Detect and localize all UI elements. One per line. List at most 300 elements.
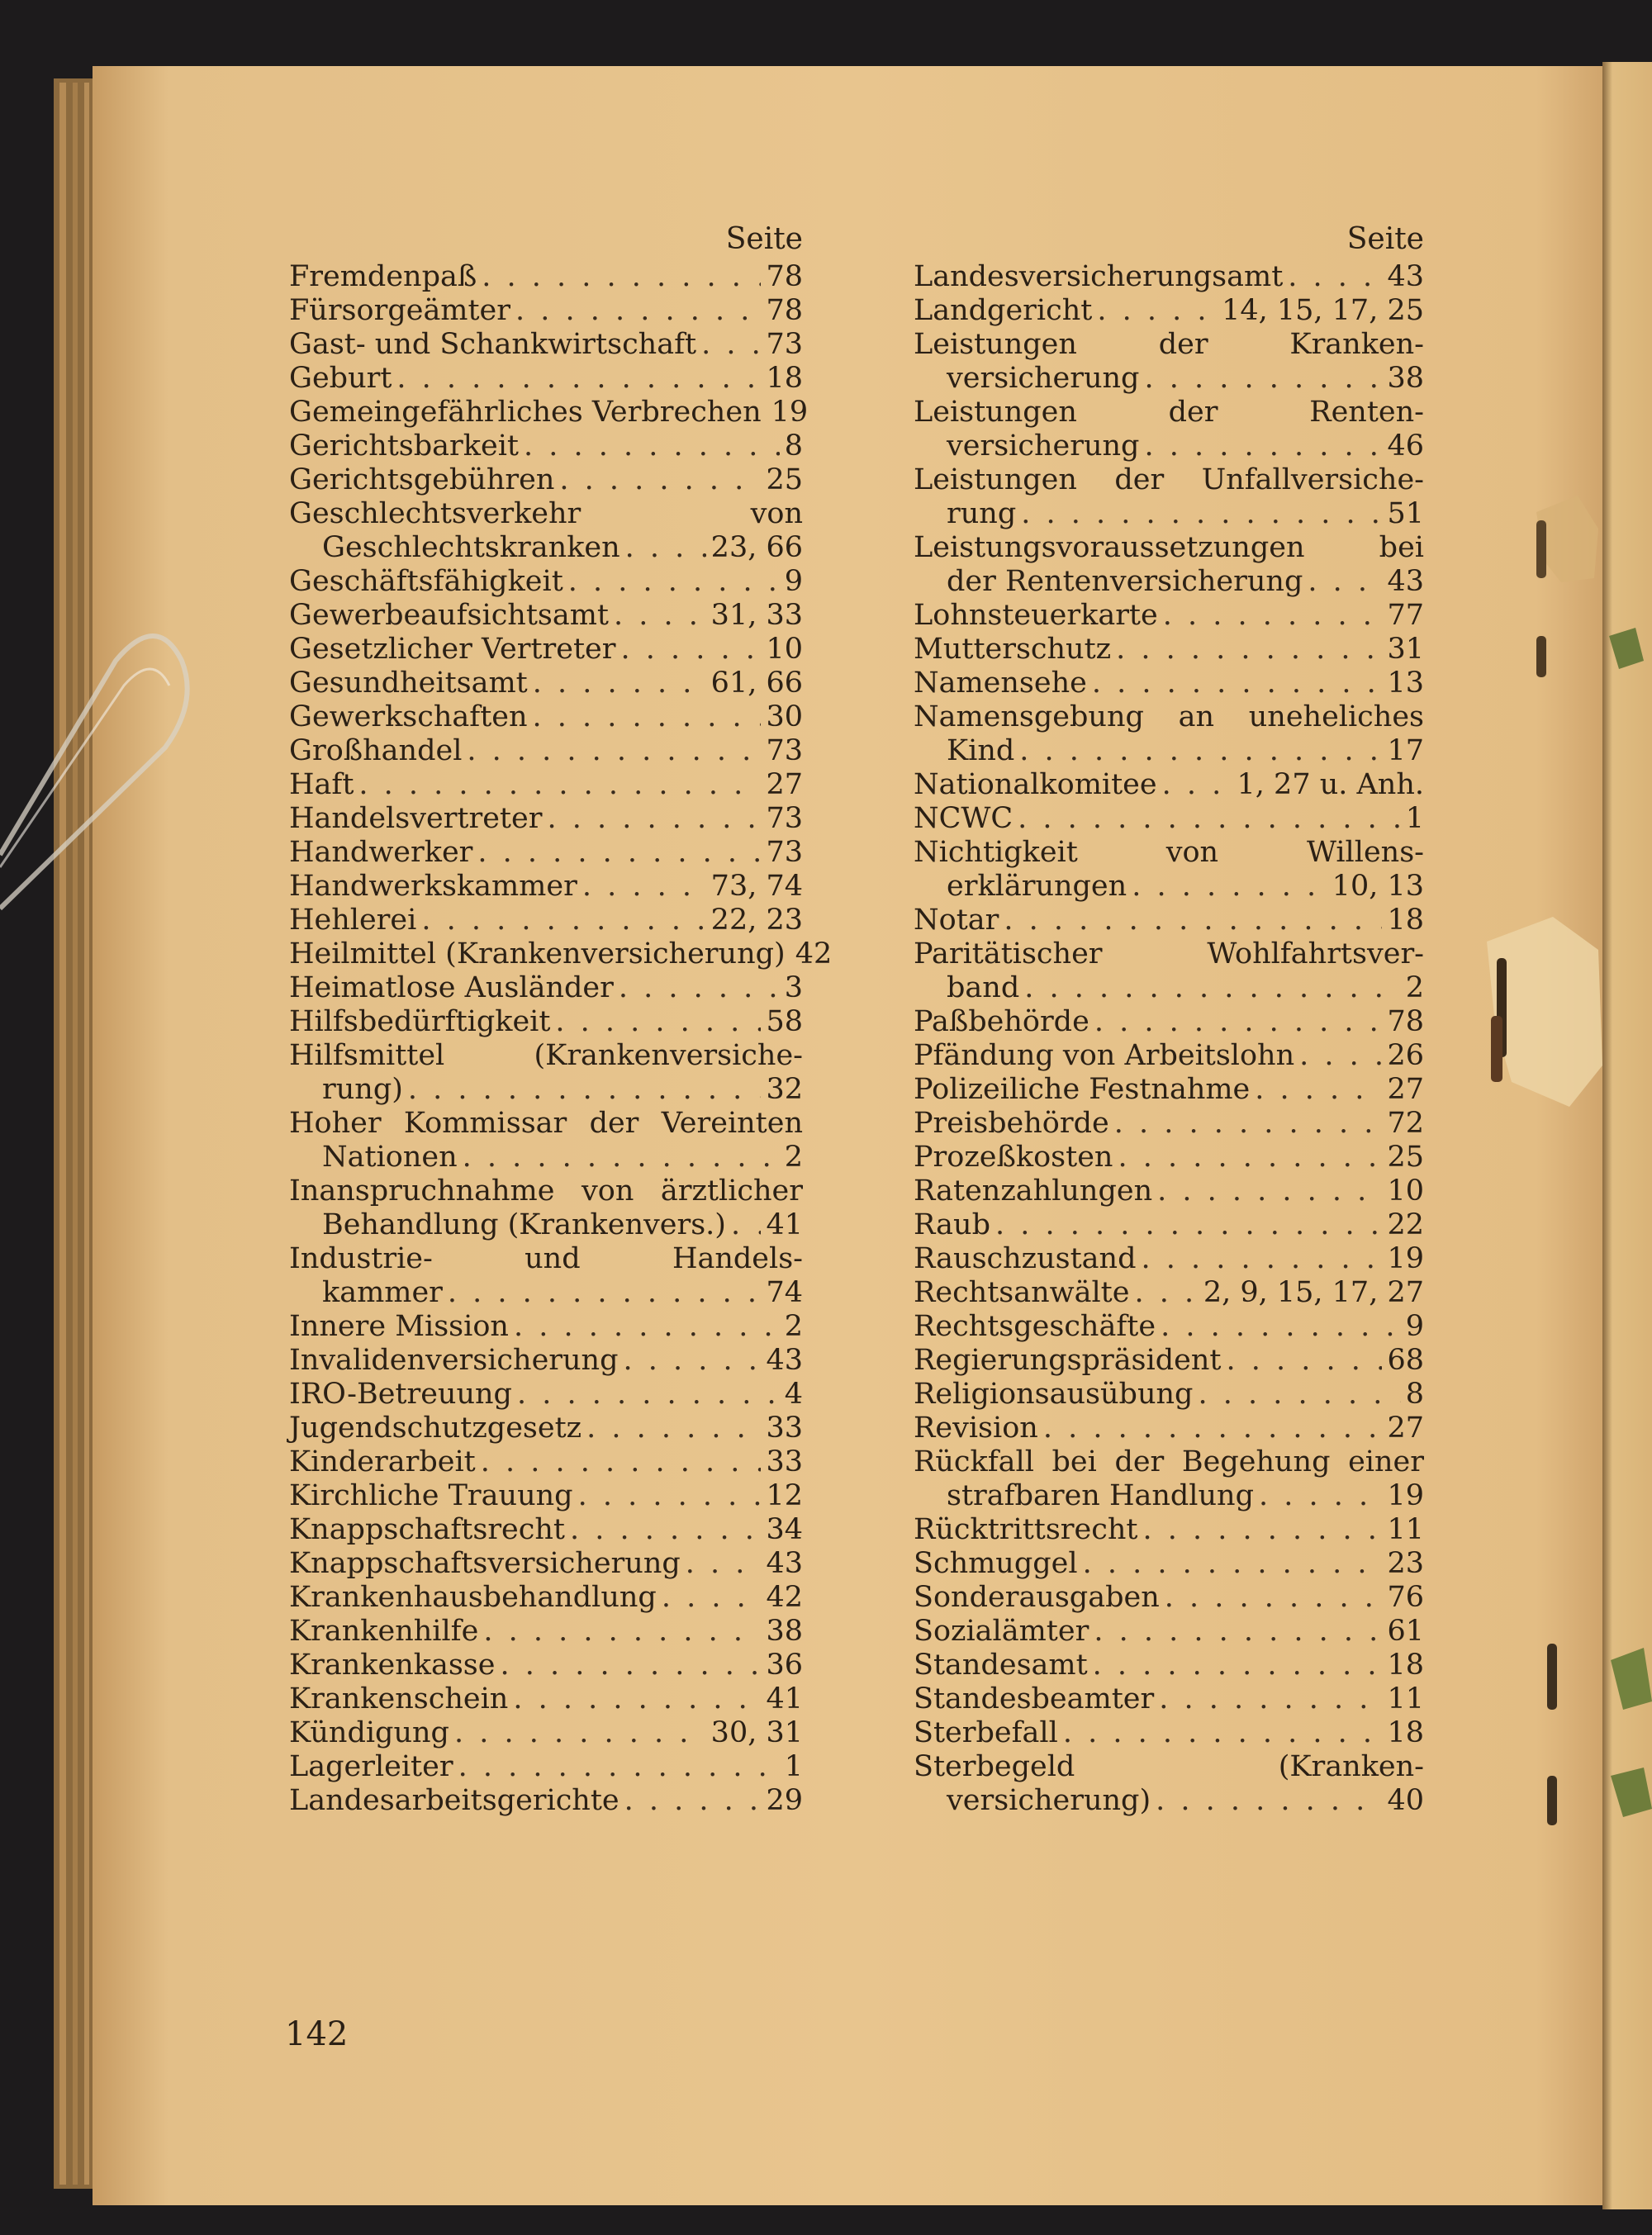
index-term: Paritätischer Wohlfahrtsver- — [914, 937, 1424, 970]
index-entry — [289, 1581, 803, 1615]
index-term: Sterbefall — [914, 1716, 1058, 1749]
index-entry — [914, 260, 1424, 294]
index-term-continuation: der Rentenversicherung — [947, 565, 1303, 598]
index-term: Gesetzlicher Vertreter — [289, 633, 616, 666]
dot-leader — [1308, 565, 1382, 599]
index-entry — [289, 1344, 803, 1378]
index-entry — [914, 1716, 1424, 1750]
index-term: Polizeiliche Festnahme — [914, 1073, 1251, 1106]
index-term: Knappschaftsrecht — [289, 1513, 565, 1546]
index-entry — [289, 1479, 803, 1513]
index-term: Handwerker — [289, 836, 473, 869]
index-term: Handwerkskammer — [289, 870, 577, 903]
page-reference: 2, 9, 15, 17, 27 — [1203, 1276, 1424, 1309]
dot-leader — [701, 328, 761, 362]
page-reference: 19 — [771, 396, 809, 429]
index-term: Leistungen der Kranken- — [914, 328, 1424, 361]
index-entry — [289, 1547, 803, 1581]
dot-leader — [467, 734, 761, 768]
index-term: Mutterschutz — [914, 633, 1112, 666]
page-reference: 76 — [1387, 1581, 1424, 1614]
page-reference: 19 — [1387, 1242, 1424, 1275]
page-reference: 4 — [784, 1378, 803, 1411]
index-entry — [914, 768, 1424, 802]
page-reference: 34 — [766, 1513, 803, 1546]
page-reference: 58 — [766, 1005, 803, 1038]
dot-leader — [458, 1750, 780, 1784]
index-entry — [289, 1242, 803, 1310]
dot-leader — [1116, 633, 1382, 667]
index-entry — [289, 1784, 803, 1818]
column-header-seite: Seite — [725, 222, 803, 256]
page-reference: 10 — [1387, 1174, 1424, 1208]
page-reference: 41 — [766, 1208, 803, 1241]
index-term-continuation: rung) — [322, 1073, 403, 1106]
index-term: Sozialämter — [914, 1615, 1089, 1648]
index-entry — [914, 599, 1424, 633]
dot-leader — [624, 1344, 762, 1378]
index-entry — [914, 294, 1424, 328]
dot-leader — [517, 1378, 780, 1412]
page-reference: 2 — [784, 1141, 803, 1174]
index-term: NCWC — [914, 802, 1014, 835]
index-entry — [289, 362, 803, 396]
page-reference: 42 — [795, 937, 833, 970]
index-term: Rauschzustand — [914, 1242, 1137, 1275]
page-reference: 19 — [1387, 1479, 1424, 1512]
page-reference: 42 — [766, 1581, 803, 1614]
dot-leader — [1163, 599, 1383, 633]
index-entry — [289, 497, 803, 565]
index-term: Leistungsvoraussetzungen bei — [914, 531, 1424, 564]
dot-leader — [396, 362, 761, 396]
index-entry — [914, 1039, 1424, 1073]
index-term: Gewerkschaften — [289, 700, 528, 733]
page-reference: 41 — [766, 1682, 803, 1715]
dot-leader — [408, 1073, 762, 1107]
index-term: Landesarbeitsgerichte — [289, 1784, 620, 1817]
index-entry — [914, 1513, 1424, 1547]
page-reference: 18 — [1387, 1649, 1424, 1682]
page-reference: 8 — [1405, 1378, 1424, 1411]
page-reference: 1, 27 u. Anh. — [1237, 768, 1424, 801]
index-entry — [914, 1649, 1424, 1682]
index-entry — [289, 1005, 803, 1039]
index-term-continuation: strafbaren Handlung — [947, 1479, 1254, 1512]
index-term: Krankenkasse — [289, 1649, 496, 1682]
dot-leader — [1093, 1649, 1383, 1682]
page-reference: 27 — [1387, 1073, 1424, 1106]
index-term: Hilfsbedürftigkeit — [289, 1005, 551, 1038]
page-reference: 33 — [766, 1445, 803, 1478]
index-term: Hilfsmittel (Krankenversiche- — [289, 1039, 803, 1072]
dot-leader — [524, 429, 780, 463]
page-reference: 25 — [766, 463, 803, 496]
index-term: Gesundheitsamt — [289, 667, 528, 700]
dot-leader — [578, 1479, 762, 1513]
index-entry — [289, 667, 803, 700]
index-term-continuation: kammer — [322, 1276, 443, 1309]
index-term: Krankenhilfe — [289, 1615, 479, 1648]
index-term: Ratenzahlungen — [914, 1174, 1153, 1208]
page-reference: 38 — [1387, 362, 1424, 395]
page-reference: 30, 31 — [710, 1716, 803, 1749]
page-reference: 11 — [1387, 1513, 1424, 1546]
index-entry — [289, 734, 803, 768]
index-entry — [289, 1750, 803, 1784]
dot-leader — [1198, 1378, 1400, 1412]
page-reference: 12 — [766, 1479, 803, 1512]
index-term: Landgericht — [914, 294, 1093, 327]
index-entry — [289, 937, 833, 971]
index-entry — [914, 1310, 1424, 1344]
index-term: Kündigung — [289, 1716, 449, 1749]
dot-leader — [620, 633, 761, 667]
index-term: Sterbegeld (Kranken- — [914, 1750, 1424, 1783]
page-reference: 78 — [766, 294, 803, 327]
dot-leader — [1162, 768, 1232, 802]
index-entry — [289, 971, 803, 1005]
index-entry — [914, 667, 1424, 700]
dot-leader — [1097, 294, 1217, 328]
index-term: Gerichtsgebühren — [289, 463, 555, 496]
index-term: Krankenschein — [289, 1682, 509, 1715]
index-entry — [914, 396, 1424, 463]
index-entry — [914, 1682, 1424, 1716]
index-term: Hehlerei — [289, 904, 417, 937]
index-entry — [914, 1412, 1424, 1445]
dot-leader — [1094, 1615, 1382, 1649]
index-entry — [914, 700, 1424, 768]
index-entry — [914, 904, 1424, 937]
index-entry — [914, 1073, 1424, 1107]
dot-leader — [731, 1208, 761, 1242]
index-term: Pfändung von Arbeitslohn — [914, 1039, 1295, 1072]
index-entry — [914, 633, 1424, 667]
dot-leader — [568, 565, 780, 599]
page-reference: 43 — [766, 1547, 803, 1580]
index-term: Großhandel — [289, 734, 463, 767]
dot-leader — [614, 599, 706, 633]
page-reference: 73 — [766, 328, 803, 361]
page-reference: 78 — [766, 260, 803, 293]
index-term-continuation: rung — [947, 497, 1017, 530]
dot-leader — [619, 971, 780, 1005]
page-reference: 27 — [1387, 1412, 1424, 1445]
index-entry — [289, 463, 803, 497]
page-reference: 10 — [766, 633, 803, 666]
dot-leader — [533, 667, 706, 700]
index-term-continuation: band — [947, 971, 1020, 1004]
page-reference: 30 — [766, 700, 803, 733]
dot-leader — [463, 1141, 780, 1174]
index-column-right — [914, 219, 1424, 1818]
index-term: Rücktrittsrecht — [914, 1513, 1138, 1546]
page-reference: 14, 15, 17, 25 — [1222, 294, 1424, 327]
page-reference: 78 — [1387, 1005, 1424, 1038]
index-entry — [289, 1310, 803, 1344]
index-term: Namensgebung an uneheliches — [914, 700, 1424, 733]
page-reference: 43 — [1387, 260, 1424, 293]
index-entry — [289, 1649, 803, 1682]
dot-leader — [1259, 1479, 1382, 1513]
index-entry — [914, 1005, 1424, 1039]
index-entry — [289, 768, 803, 802]
dot-leader — [582, 870, 706, 904]
dot-leader — [1144, 362, 1382, 396]
index-term-continuation: Geschlechtskranken — [322, 531, 620, 564]
dot-leader — [1114, 1107, 1383, 1141]
index-entry — [289, 1039, 803, 1107]
index-entry — [289, 1445, 803, 1479]
column-header-seite: Seite — [1346, 222, 1424, 256]
index-term: Inanspruchnahme von ärztlicher — [289, 1174, 803, 1208]
dot-leader — [421, 904, 705, 937]
index-term: Leistungen der Renten- — [914, 396, 1424, 429]
dot-leader — [358, 768, 761, 802]
dot-leader — [1019, 734, 1382, 768]
index-term: Namensehe — [914, 667, 1087, 700]
index-term: Nationalkomitee — [914, 768, 1157, 801]
index-term: Gewerbeaufsichtsamt — [289, 599, 609, 632]
page-reference: 17 — [1387, 734, 1424, 767]
index-term: Industrie- und Handels- — [289, 1242, 803, 1275]
index-term-continuation: erklärungen — [947, 870, 1127, 903]
page-reference: 3 — [784, 971, 803, 1004]
dot-leader — [1157, 1174, 1382, 1208]
index-term: Krankenhausbehandlung — [289, 1581, 657, 1614]
index-entry — [914, 1242, 1424, 1276]
page-reference: 72 — [1387, 1107, 1424, 1140]
dot-leader — [1021, 497, 1382, 531]
index-entry — [914, 328, 1424, 396]
page-reference: 36 — [766, 1649, 803, 1682]
dot-leader — [448, 1276, 762, 1310]
page-reference: 40 — [1387, 1784, 1424, 1817]
index-entry — [914, 1141, 1424, 1174]
index-entry — [289, 599, 803, 633]
index-entry — [914, 531, 1424, 599]
dot-leader — [1004, 904, 1382, 937]
index-entry — [289, 1412, 803, 1445]
index-entry — [914, 1445, 1424, 1513]
page-reference: 1 — [1405, 802, 1424, 835]
dot-leader — [1018, 802, 1401, 836]
index-term-continuation: Nationen — [322, 1141, 458, 1174]
page-reference: 13 — [1387, 667, 1424, 700]
dot-leader — [500, 1649, 761, 1682]
index-term: Schmuggel — [914, 1547, 1078, 1580]
dot-leader — [1159, 1682, 1382, 1716]
dot-leader — [555, 1005, 761, 1039]
index-entry — [914, 1581, 1424, 1615]
page-reference: 61 — [1387, 1615, 1424, 1648]
dot-leader — [686, 1547, 762, 1581]
dot-leader — [514, 1310, 780, 1344]
index-entry — [289, 328, 803, 362]
page-reference: 22, 23 — [710, 904, 803, 937]
dot-leader — [1043, 1412, 1383, 1445]
page-reference: 43 — [1387, 565, 1424, 598]
dot-leader — [1226, 1344, 1382, 1378]
dot-leader — [483, 1615, 761, 1649]
index-term: Geschäftsfähigkeit — [289, 565, 563, 598]
dot-leader — [1024, 971, 1401, 1005]
dot-leader — [477, 836, 761, 870]
index-term: Prozeßkosten — [914, 1141, 1113, 1174]
page-reference: 27 — [766, 768, 803, 801]
page-reference: 9 — [1405, 1310, 1424, 1343]
index-entry — [289, 1174, 803, 1242]
index-entry — [289, 1682, 803, 1716]
page-reference: 23, 66 — [710, 531, 803, 564]
page-reference: 29 — [766, 1784, 803, 1817]
index-term: Leistungen der Unfallversiche- — [914, 463, 1424, 496]
page-reference: 11 — [1387, 1682, 1424, 1715]
page-reference: 2 — [784, 1310, 803, 1343]
index-term: Lohnsteuerkarte — [914, 599, 1158, 632]
page-reference: 10, 13 — [1332, 870, 1424, 903]
index-term: Sonderausgaben — [914, 1581, 1160, 1614]
index-term: Innere Mission — [289, 1310, 509, 1343]
index-entry — [914, 1547, 1424, 1581]
page-reference: 38 — [766, 1615, 803, 1648]
index-entry — [289, 1107, 803, 1174]
dot-leader — [559, 463, 761, 497]
index-entry — [914, 1750, 1424, 1818]
index-term: Geburt — [289, 362, 392, 395]
page-reference: 46 — [1387, 429, 1424, 463]
index-term-continuation: Behandlung (Krankenvers.) — [322, 1208, 726, 1241]
index-entry — [914, 937, 1424, 1005]
page-reference: 43 — [766, 1344, 803, 1377]
page-reference: 25 — [1387, 1141, 1424, 1174]
index-term: Geschlechtsverkehr von — [289, 497, 803, 530]
dot-leader — [1063, 1716, 1383, 1750]
page-reference: 2 — [1405, 971, 1424, 1004]
dot-leader — [662, 1581, 762, 1615]
page-reference: 8 — [784, 429, 803, 463]
page-reference: 18 — [1387, 1716, 1424, 1749]
index-entry — [914, 1615, 1424, 1649]
dot-leader — [1083, 1547, 1383, 1581]
index-entry — [289, 836, 803, 870]
page-reference: 18 — [1387, 904, 1424, 937]
dot-leader — [533, 700, 762, 734]
page-reference: 23 — [1387, 1547, 1424, 1580]
index-term: Notar — [914, 904, 999, 937]
dot-leader — [1094, 1005, 1383, 1039]
page-reference: 1 — [784, 1750, 803, 1783]
index-term: Heimatlose Ausländer — [289, 971, 614, 1004]
index-entry — [914, 1174, 1424, 1208]
dot-leader — [513, 1682, 761, 1716]
page-reference: 9 — [784, 565, 803, 598]
index-entry — [289, 1615, 803, 1649]
index-term-continuation: versicherung — [947, 362, 1140, 395]
dot-leader — [995, 1208, 1382, 1242]
index-term: Lagerleiter — [289, 1750, 453, 1783]
page-number: 142 — [285, 2015, 349, 2053]
index-entry — [289, 565, 803, 599]
dot-leader — [1255, 1073, 1382, 1107]
page-reference: 33 — [766, 1412, 803, 1445]
dot-leader — [454, 1716, 706, 1750]
index-term: Gerichtsbarkeit — [289, 429, 519, 463]
index-term: Religionsausübung — [914, 1378, 1194, 1411]
page-reference: 68 — [1387, 1344, 1424, 1377]
dot-leader — [1144, 429, 1382, 463]
index-term: Standesbeamter — [914, 1682, 1155, 1715]
index-term: Kirchliche Trauung — [289, 1479, 573, 1512]
page-reference: 51 — [1387, 497, 1424, 530]
page-reference: 26 — [1387, 1039, 1424, 1072]
page-reference: 77 — [1387, 599, 1424, 632]
index-entry — [289, 1378, 803, 1412]
index-term: Rückfall bei der Begehung einer — [914, 1445, 1424, 1478]
index-entry — [289, 1513, 803, 1547]
index-term: Hoher Kommissar der Vereinten — [289, 1107, 803, 1140]
index-term: Gemeingefährliches Verbrechen — [289, 396, 762, 429]
dot-leader — [625, 531, 706, 565]
index-entry — [289, 294, 803, 328]
index-entry — [914, 836, 1424, 904]
index-term: Haft — [289, 768, 354, 801]
dot-leader — [1299, 1039, 1382, 1073]
index-term: Knappschaftsversicherung — [289, 1547, 681, 1580]
dot-leader — [1288, 260, 1382, 294]
index-column-left — [289, 219, 833, 1818]
page-reference: 73 — [766, 734, 803, 767]
page-reference: 18 — [766, 362, 803, 395]
index-entry — [289, 1716, 803, 1750]
index-entry — [914, 1344, 1424, 1378]
index-term-continuation: versicherung — [947, 429, 1140, 463]
dot-leader — [1092, 667, 1383, 700]
index-entry — [914, 802, 1424, 836]
dot-leader — [1156, 1784, 1382, 1818]
page-reference: 73 — [766, 802, 803, 835]
index-entry — [914, 463, 1424, 531]
index-entry — [289, 260, 803, 294]
dot-leader — [624, 1784, 762, 1818]
dot-leader — [481, 1445, 762, 1479]
page-reference: 31, 33 — [710, 599, 803, 632]
next-page-strip — [1602, 62, 1652, 2209]
index-term-continuation: versicherung) — [947, 1784, 1151, 1817]
dot-leader — [1118, 1141, 1382, 1174]
page-reference: 22 — [1387, 1208, 1424, 1241]
index-term-continuation: Kind — [947, 734, 1015, 767]
index-entry — [914, 1276, 1424, 1310]
page-reference: 73, 74 — [710, 870, 803, 903]
index-term: Heilmittel (Krankenversicherung) — [289, 937, 786, 970]
index-term: Rechtsgeschäfte — [914, 1310, 1156, 1343]
index-term: Revision — [914, 1412, 1038, 1445]
page-reference: 61, 66 — [710, 667, 803, 700]
page-reference: 74 — [766, 1276, 803, 1309]
index-term: Gast- und Schankwirtschaft — [289, 328, 697, 361]
index-term: Fürsorgeämter — [289, 294, 511, 327]
dot-leader — [515, 294, 761, 328]
index-entry — [289, 633, 803, 667]
index-term: Handelsvertreter — [289, 802, 543, 835]
dot-leader — [1142, 1513, 1382, 1547]
index-term: Invalidenversicherung — [289, 1344, 619, 1377]
dot-leader — [1132, 870, 1327, 904]
index-term: Paßbehörde — [914, 1005, 1089, 1038]
index-term: Jugendschutzgesetz — [289, 1412, 582, 1445]
